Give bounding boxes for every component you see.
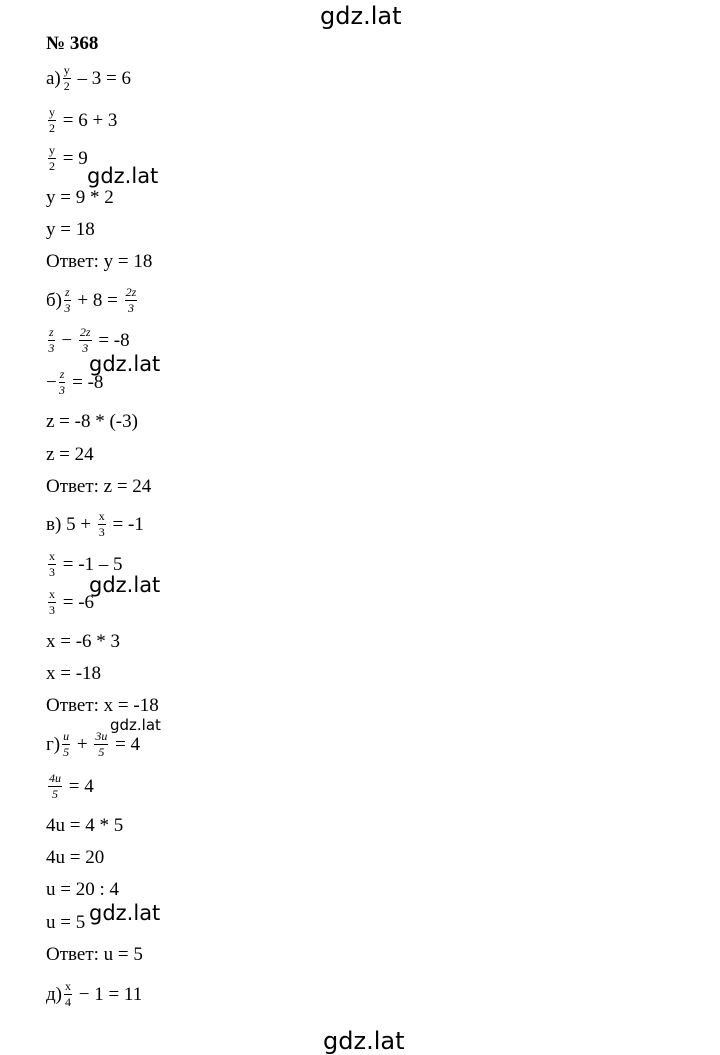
part-label: а) <box>46 67 61 89</box>
fraction: $\frac{x}{3}$ <box>98 509 105 539</box>
part-label: в) <box>46 513 62 535</box>
part-b-equation: б) $\frac{z}{3}$ + 8 = $\frac{2z}{3}$ <box>46 285 137 315</box>
solution-step: $\frac{y}{2}$ = 6 + 3 <box>49 105 118 135</box>
fraction: $\frac{x}{4}$ <box>65 979 71 1009</box>
watermark: gdz.lat <box>89 573 161 597</box>
solution-step: $\frac{x}{3}$ = -1 – 5 <box>49 549 123 579</box>
solution-step: x = -6 * 3 <box>46 631 121 652</box>
answer-line: Ответ: u = 5 <box>46 944 143 965</box>
solution-step: x = -18 <box>46 663 102 684</box>
fraction: $\frac{z}{3}$ <box>48 325 55 355</box>
solution-step: $\frac{z}{3}$ − $\frac{2z}{3}$ = -8 <box>48 325 130 355</box>
fraction: $\frac{z}{3}$ <box>59 367 66 397</box>
fraction: $\frac{y}{2}$ <box>49 105 55 135</box>
watermark-bottom: gdz.lat <box>323 1027 405 1055</box>
part-d-equation: д) $\frac{x}{4}$ − 1 = 11 <box>46 979 143 1009</box>
answer-line: Ответ: x = -18 <box>46 695 159 716</box>
solution-step: y = 18 <box>46 219 95 240</box>
solution-step: z = 24 <box>46 444 94 465</box>
watermark: gdz.lat <box>87 164 159 188</box>
watermark: gdz.lat <box>110 716 161 734</box>
fraction: $\frac{z}{3}$ <box>64 285 71 315</box>
solution-step: $\frac{y}{2}$ = 9 <box>49 143 88 173</box>
part-v-equation: в) 5 + $\frac{x}{3}$ = -1 <box>46 509 144 539</box>
part-label: д) <box>46 983 62 1005</box>
fraction: $\frac{y}{2}$ <box>63 63 70 93</box>
fraction: $\frac{x}{3}$ <box>49 549 55 579</box>
fraction: $\frac{y}{2}$ <box>49 143 55 173</box>
watermark-top: gdz.lat <box>320 2 402 30</box>
fraction: $\frac{2z}{3}$ <box>125 285 137 315</box>
solution-step: z = -8 * (-3) <box>46 411 138 432</box>
solution-step: − $\frac{z}{3}$ = -8 <box>46 367 104 397</box>
solution-step: 4u = 4 * 5 <box>46 815 124 836</box>
part-label: б) <box>46 289 62 311</box>
part-label: г) <box>46 733 61 755</box>
solution-step: u = 20 : 4 <box>46 879 119 900</box>
fraction: $\frac{3u}{5}$ <box>95 729 108 759</box>
fraction: $\frac{x}{3}$ <box>49 587 55 617</box>
part-g-equation: г) $\frac{u}{5}$ + $\frac{3u}{5}$ = 4 <box>46 729 141 759</box>
watermark: gdz.lat <box>89 901 161 925</box>
problem-number: № 368 <box>46 33 99 54</box>
solution-step: $\frac{x}{3}$ = -6 <box>49 587 95 617</box>
solution-step: y = 9 * 2 <box>46 187 114 208</box>
fraction: $\frac{4u}{5}$ <box>49 771 61 801</box>
answer-line: Ответ: z = 24 <box>46 476 152 497</box>
fraction: $\frac{2z}{3}$ <box>79 325 91 355</box>
answer-line: Ответ: y = 18 <box>46 251 153 272</box>
solution-step: $\frac{4u}{5}$ = 4 <box>49 771 94 801</box>
part-a-equation: а) $\frac{y}{2}$ – 3 = 6 <box>46 63 131 93</box>
watermark: gdz.lat <box>89 352 161 376</box>
solution-step: u = 5 <box>46 912 86 933</box>
solution-step: 4u = 20 <box>46 847 105 868</box>
fraction: $\frac{u}{5}$ <box>63 729 70 759</box>
